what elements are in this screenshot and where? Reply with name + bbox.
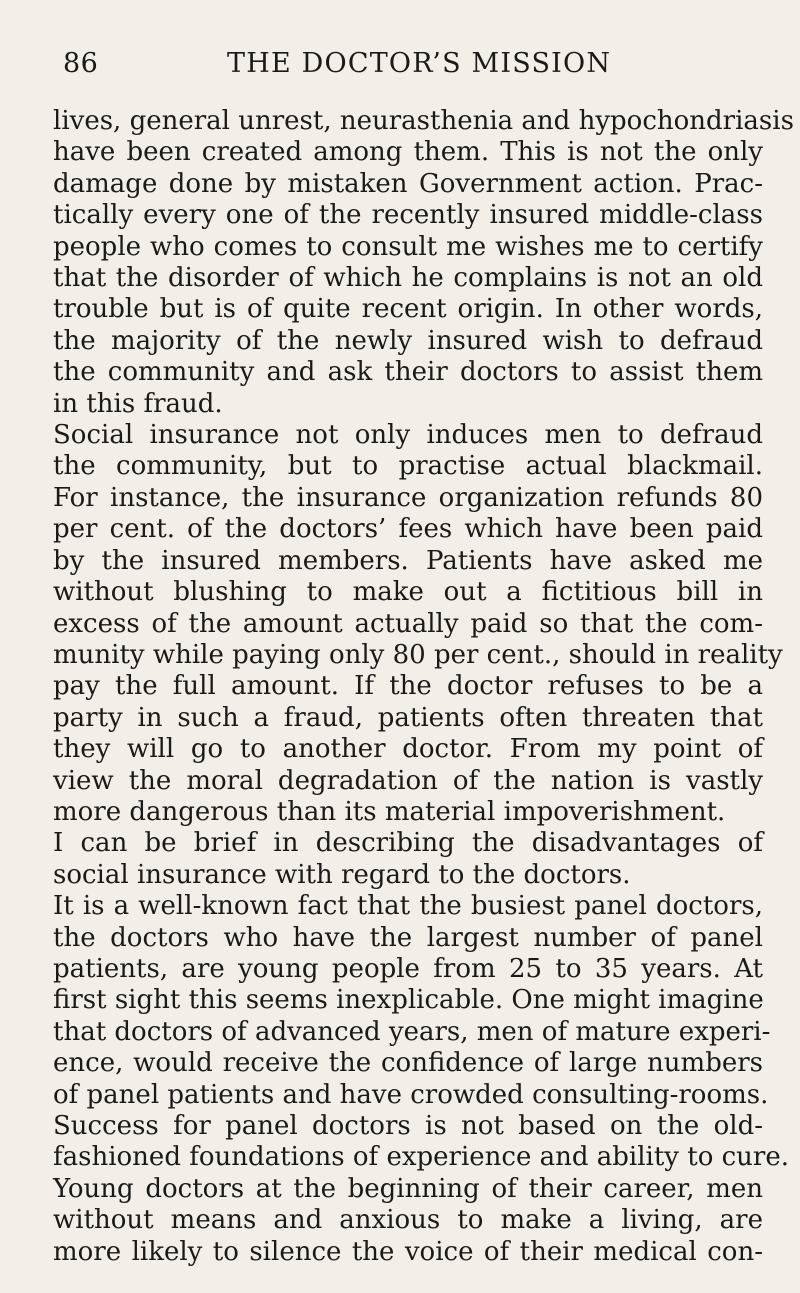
text-line: excess of the amount actually paid so that the com- (53, 608, 763, 639)
text-line: social insurance with regard to the doctors. (53, 859, 631, 890)
text-line: that doctors of advanced years, men of mature experi- (53, 1016, 771, 1047)
text-line: people who comes to consult me wishes me to certify (53, 231, 763, 262)
text-line: of panel patients and have crowded consulting-rooms. (53, 1079, 769, 1110)
text-line: more dangerous than its material impoverishment. (53, 796, 726, 827)
text-line: view the moral degradation of the nation is vastly (53, 765, 763, 796)
text-line: the majority of the newly insured wish to defraud (53, 325, 763, 356)
text-line: I can be brief in describing the disadvantages of (53, 828, 763, 859)
text-line: that the disorder of which he complains is not an old (53, 263, 763, 294)
body-text (53, 106, 794, 1268)
text-line: damage done by mistaken Government action. Prac- (53, 168, 763, 199)
text-line: per cent. of the doctors’ fees which have been paid (53, 514, 763, 545)
text-line: trouble but is of quite recent origin. In other words, (53, 294, 763, 325)
text-line: It is a well-known fact that the busiest panel doctors, (53, 891, 763, 922)
page-header (55, 44, 755, 88)
running-head: THE DOCTOR’S MISSION (227, 48, 612, 79)
text-line: the community, but to practise actual blackmail. (53, 451, 763, 482)
text-line: fashioned foundations of experience and ability to cure. (53, 1142, 790, 1173)
text-line: party in such a fraud, patients often threaten that (53, 702, 763, 733)
text-line: Success for panel doctors is not based on the old- (53, 1111, 763, 1141)
text-line: without blushing to make out a fictitious bill in (53, 577, 763, 608)
text-line: they will go to another doctor. From my point of (53, 734, 763, 765)
text-line: ence, would receive the confidence of large numbers (53, 1048, 763, 1079)
text-line: For instance, the insurance organization refunds 80 (53, 482, 763, 513)
text-line: the doctors who have the largest number of panel (53, 922, 763, 953)
text-line: the community and ask their doctors to assist them (53, 357, 763, 388)
text-line: munity while paying only 80 per cent., should in reality (53, 639, 783, 670)
text-line: pay the full amount. If the doctor refuses to be a (53, 671, 763, 702)
text-line: more likely to silence the voice of their medical con- (53, 1236, 763, 1267)
text-line: in this fraud. (53, 388, 223, 419)
text-line: Young doctors at the beginning of their career, men (53, 1173, 763, 1204)
text-line: by the insured members. Patients have asked me (53, 545, 763, 576)
text-line: lives, general unrest, neurasthenia and hypochondriasis (53, 106, 794, 136)
text-line: first sight this seems inexplicable. One might imagine (53, 985, 764, 1016)
text-line: without means and anxious to make a living, are (53, 1205, 763, 1236)
text-line: patients, are young people from 25 to 35 years. At (53, 953, 763, 984)
page-number: 86 (63, 48, 99, 79)
text-line: tically every one of the recently insured middle-class (53, 200, 763, 231)
text-line: have been created among them. This is not the only (53, 137, 763, 168)
text-line: Social insurance not only induces men to defraud (53, 420, 763, 451)
